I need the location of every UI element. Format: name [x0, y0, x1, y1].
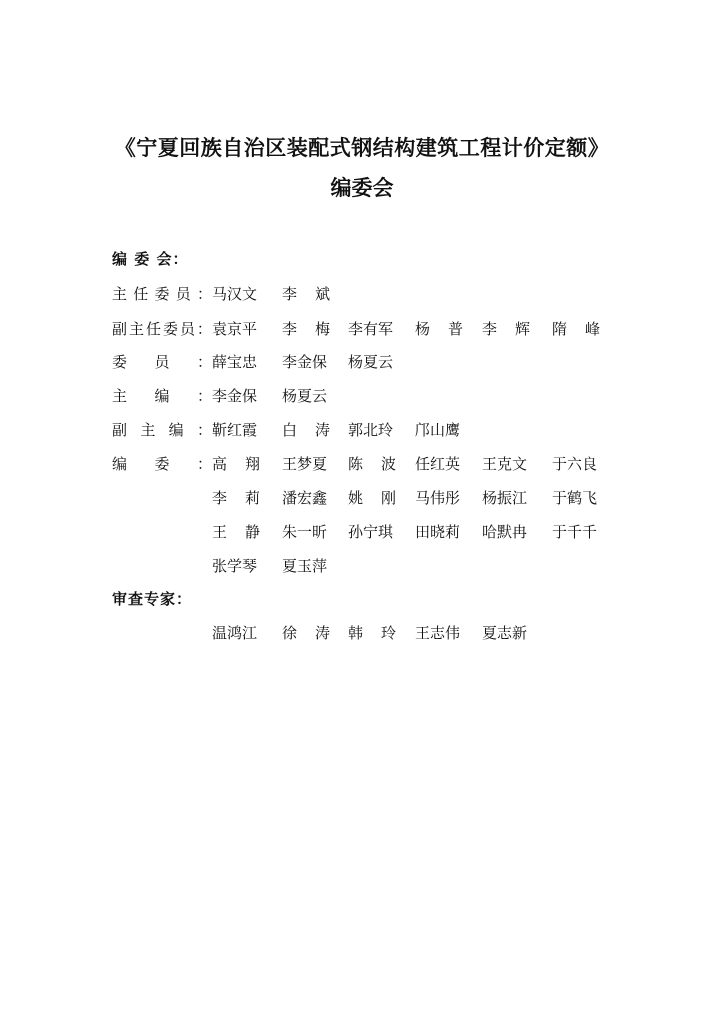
member-name: 李 梅: [282, 320, 330, 338]
member-name: 杨夏云: [282, 387, 328, 405]
member-name: 邝山鹰: [415, 421, 461, 439]
committee-heading: 编 委 会：: [112, 250, 189, 268]
member-name: 田晓莉: [415, 523, 461, 541]
member-name: 温鸿江: [212, 624, 258, 642]
member-name: 于鹤飞: [552, 489, 598, 507]
member-name: 李有军: [348, 320, 394, 338]
member-name: 李金保: [282, 353, 328, 371]
member-name: 郭北玲: [348, 421, 394, 439]
member-name: 李 斌: [282, 285, 330, 303]
member-name: 靳红霞: [212, 421, 258, 439]
member-name: 朱一昕: [282, 523, 328, 541]
member-name: 马伟彤: [415, 489, 461, 507]
role-label: 主 任 委 员 ：: [112, 285, 212, 303]
member-name: 杨振江: [482, 489, 528, 507]
document-title: 《宁夏回族自治区装配式钢结构建筑工程计价定额》: [114, 135, 610, 160]
member-name: 徐 涛: [282, 624, 330, 642]
member-name: 夏玉萍: [282, 557, 328, 575]
member-name: 潘宏鑫: [282, 489, 328, 507]
member-name: 姚 刚: [348, 489, 396, 507]
member-name: 王梦夏: [282, 455, 328, 473]
member-name: 白 涛: [282, 421, 330, 439]
member-name: 哈默冉: [482, 523, 528, 541]
document-subtitle: 编委会: [330, 175, 394, 200]
member-name: 张学琴: [212, 557, 258, 575]
member-name: 李 辉: [482, 320, 530, 338]
member-name: 薛宝忠: [212, 353, 258, 371]
member-name: 马汉文: [212, 285, 258, 303]
member-name: 于六良: [552, 455, 598, 473]
member-name: 高 翔: [212, 455, 260, 473]
role-label: 编 委 ：: [112, 455, 212, 473]
role-label: 副 主 编 ：: [112, 421, 212, 439]
experts-heading: 审查专家：: [112, 590, 193, 608]
member-name: 孙宁琪: [348, 523, 394, 541]
role-label: 副 主 任 委 员 ：: [112, 320, 212, 338]
member-name: 王志伟: [415, 624, 461, 642]
member-name: 王克文: [482, 455, 528, 473]
member-name: 于千千: [552, 523, 598, 541]
member-name: 袁京平: [212, 320, 258, 338]
member-name: 陈 波: [348, 455, 396, 473]
member-name: 李 莉: [212, 489, 260, 507]
member-name: 夏志新: [482, 624, 528, 642]
member-name: 杨 普: [415, 320, 463, 338]
member-name: 杨夏云: [348, 353, 394, 371]
member-name: 李金保: [212, 387, 258, 405]
member-name: 王 静: [212, 523, 260, 541]
role-label: 委 员 ：: [112, 353, 212, 371]
role-label: 主 编 ：: [112, 387, 212, 405]
member-name: 隋 峰: [552, 320, 600, 338]
member-name: 韩 玲: [348, 624, 396, 642]
member-name: 任红英: [415, 455, 461, 473]
